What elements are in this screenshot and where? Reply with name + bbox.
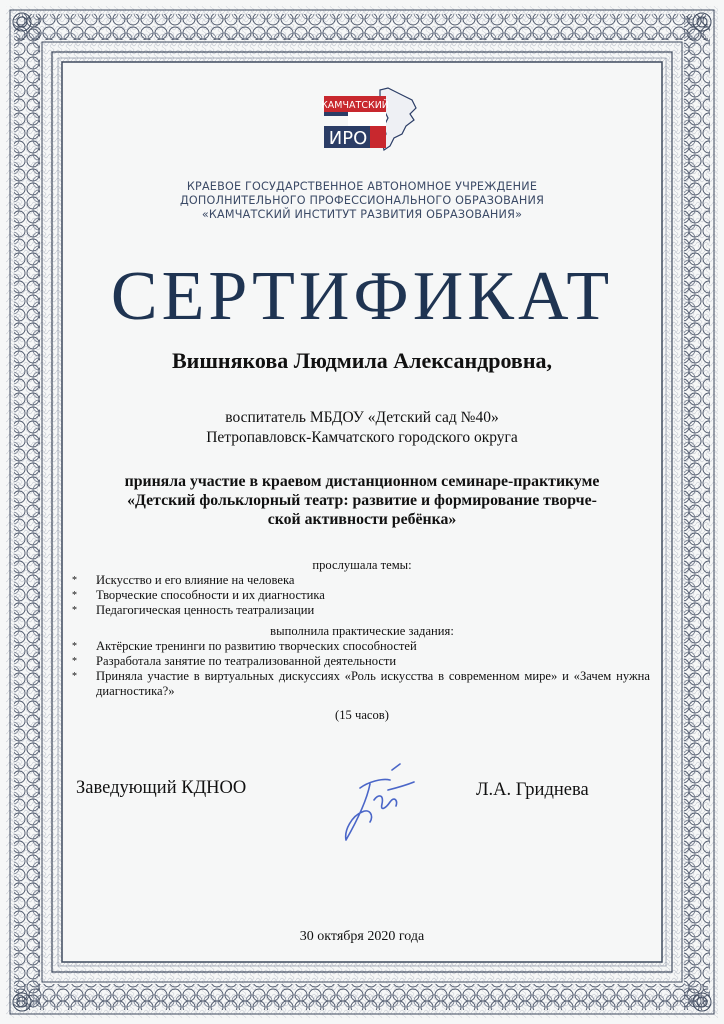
logo-top-text: КАМЧАТСКИЙ bbox=[321, 100, 389, 111]
event-line-3: ской активности ребёнка» bbox=[267, 511, 457, 528]
institution-name bbox=[0, 180, 724, 222]
institution-line-2: ДОПОЛНИТЕЛЬНОГО ПРОФЕССИОНАЛЬНОГО ОБРАЗОВАНИЯ bbox=[179, 194, 545, 207]
list-item: * Педагогическая ценность театрализации bbox=[72, 603, 315, 617]
bullet-icon: * bbox=[72, 656, 77, 667]
tasks-list bbox=[72, 639, 650, 699]
institution-line-3: «КАМЧАТСКИЙ ИНСТИТУТ РАЗВИТИЯ ОБРАЗОВАНИЯ» bbox=[201, 208, 523, 221]
event-description bbox=[0, 472, 724, 529]
list-item: * Творческие способности и их диагностика bbox=[72, 588, 325, 602]
kamchatka-iro-logo bbox=[318, 86, 420, 152]
position-line-2: Петропавловск-Камчатского городского округа bbox=[206, 429, 518, 446]
certificate-title: СЕРТИФИКАТ bbox=[110, 258, 614, 335]
bullet-icon: * bbox=[72, 575, 77, 586]
bullet-icon: * bbox=[72, 605, 77, 616]
event-line-1: приняла участие в краевом дистанционном семинаре-практикуме bbox=[124, 473, 600, 490]
hours-count: (15 часов) bbox=[335, 708, 389, 722]
logo-bottom-text: ИРО bbox=[328, 128, 368, 149]
bullet-icon: * bbox=[72, 641, 77, 652]
topics-heading: прослушала темы: bbox=[312, 558, 412, 572]
recipient-name: Вишнякова Людмила Александровна, bbox=[171, 348, 552, 373]
position-line-1: воспитатель МБДОУ «Детский сад №40» bbox=[225, 409, 499, 426]
recipient-position bbox=[0, 408, 724, 448]
handwritten-signature bbox=[330, 760, 420, 846]
signatory-name: Л.А. Гриднева bbox=[476, 780, 589, 800]
institution-line-1: КРАЕВОЕ ГОСУДАРСТВЕННОЕ АВТОНОМНОЕ УЧРЕЖДЕНИЕ bbox=[186, 180, 538, 193]
bullet-icon: * bbox=[72, 590, 77, 601]
tasks-heading: выполнила практические задания: bbox=[270, 624, 454, 638]
list-item: * Разработала занятие по театрализованной деятельности bbox=[72, 654, 397, 668]
signatory-position: Заведующий КДНОО bbox=[76, 778, 247, 798]
list-item: * Искусство и его влияние на человека bbox=[72, 573, 295, 587]
issue-date: 30 октября 2020 года bbox=[299, 929, 425, 944]
list-item: * Актёрские тренинги по развитию творческих способностей bbox=[72, 639, 417, 653]
topics-list bbox=[72, 573, 652, 618]
bullet-icon: * bbox=[72, 671, 77, 682]
event-line-2: «Детский фольклорный театр: развитие и формирование творче- bbox=[127, 492, 597, 509]
list-item: * Приняла участие в виртуальных дискуссиях «Роль искусства в современном мире» и «Зачем нужна диагностика?» bbox=[72, 669, 650, 698]
